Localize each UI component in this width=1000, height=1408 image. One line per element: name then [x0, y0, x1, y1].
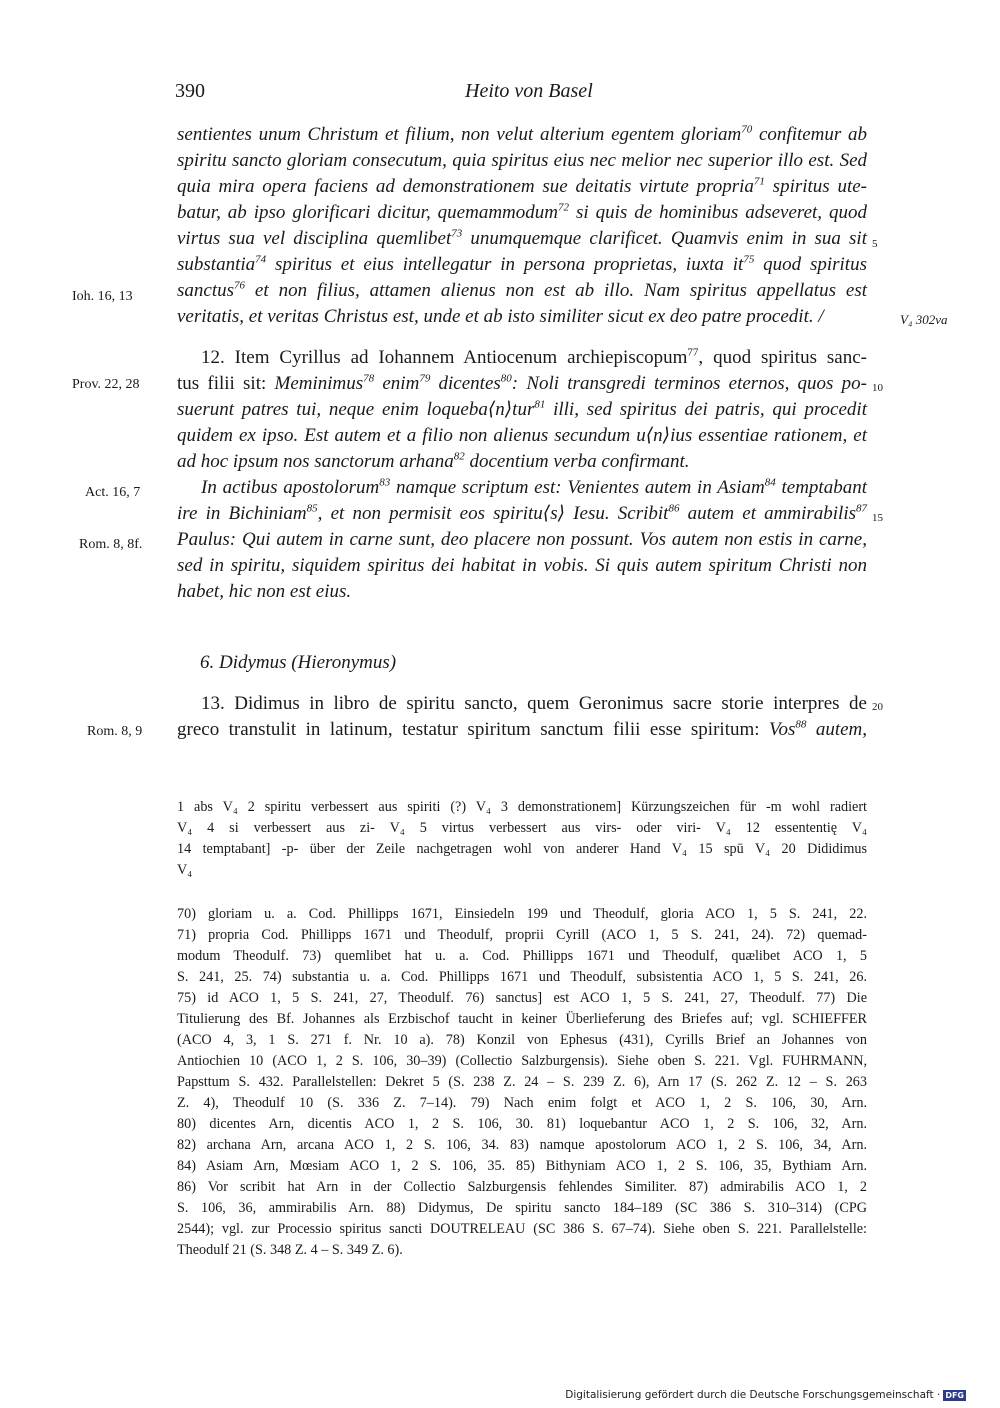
footnote-line: 82) archana Arn, arcana ACO 1, 2 S. 106, 34. 83) namque apostolorum ACO 1, 2 S. 106, 34, Arn. [177, 1137, 867, 1153]
line-number: 15 [872, 512, 883, 524]
page-number: 390 [175, 80, 205, 102]
dfg-logo: DFG [945, 1391, 964, 1400]
footnote-line: 84) Asiam Arn, Mœsiam ACO 1, 2 S. 106, 35. 85) Bithyniam ACO 1, 2 S. 106, 35, Bythiam Arn. [177, 1158, 867, 1174]
text-line: virtus sua vel disciplina quemlibet$^{73}$ unumquemque clarificet. Quamvis enim in sua sit [177, 227, 867, 249]
text-line: batur, ab ipso glorificari dicitur, quemammodum$^{72}$ si quis de hominibus adseveret, quod [177, 201, 868, 223]
footnote-line: Theodulf 21 (S. 348 Z. 4 – S. 349 Z. 6). [177, 1242, 403, 1258]
text-line: 12. Item Cyrillus ad Iohannem Antiocenum archiepiscopum$^{77}$, quod spiritus sanc- [201, 346, 867, 368]
footnote-line: Titulierung des Bf. Johannes als Erzbischof taucht in keiner Überlieferung des Briefes auf; vgl. SCHIEFFER [177, 1011, 867, 1027]
margin-reference: Act. 16, 7 [85, 485, 141, 500]
text-line: quia mira opera faciens ad demonstrationem sue deitatis virtute propria$^{71}$ spiritus ute- [177, 175, 868, 197]
footnote-line: (ACO 4, 3, 1 S. 271 f. Nr. 10 a). 78) Konzil von Ephesus (431), Cyrills Brief an Johannes von [177, 1032, 867, 1048]
footnote-line: Z. 4), Theodulf 10 (S. 336 Z. 7–14). 79) Nach enim folgt et ACO 1, 2 S. 106, 30, Arn. [177, 1095, 867, 1111]
margin-reference: Rom. 8, 9 [87, 724, 143, 739]
text-line: In actibus apostolorum$^{83}$ namque scriptum est: Venientes autem in Asiam$^{84}$ temptabant [201, 476, 867, 498]
text-line: Paulus: Qui autem in carne sunt, deo placere non possunt. Vos autem non estis in carne, [177, 529, 867, 550]
line-number: 5 [872, 238, 878, 250]
margin-reference: Prov. 22, 28 [72, 377, 140, 392]
text-line: habet, hic non est eius. [177, 581, 352, 602]
margin-reference: Ioh. 16, 13 [72, 289, 133, 304]
text-line: suerunt patres tui, neque enim loqueba⟨n⟩tur$^{81}$ illi, sed spiritus dei patris, qui procedit [177, 398, 867, 420]
text-line: ire in Bichiniam$^{85}$, et non permisit eos spiritu⟨s⟩ Iesu. Scribit$^{86}$ autem et ammirabilis$^{87}$ [177, 502, 868, 524]
footnote-line: 86) Vor scribit hat Arn in der Collectio Salzburgensis fehlendes Similiter. 87) admirabilis ACO 1, 2 [177, 1179, 867, 1195]
running-title: Heito von Basel [465, 80, 593, 102]
footnote-line: 80) dicentes Arn, dicentis ACO 1, 2 S. 106, 30. 81) loquebantur ACO 1, 2 S. 106, 32, Arn. [177, 1116, 867, 1132]
text-line: sed in spiritu, siquidem spiritus dei habitat in vobis. Si quis autem spiritum Christi non [177, 555, 867, 576]
line-number: 10 [872, 382, 883, 394]
apparatus-line: V₄ [177, 862, 193, 878]
apparatus-line: 1 abs V₄ 2 spiritu verbessert aus spiriti (?) V₄ 3 demonstrationem] Kürzungszeichen für -m wohl radiert [177, 799, 867, 815]
text-line: substantia$^{74}$ spiritus et eius intellegatur in persona proprietas, iuxta $it^{75}$ quod spiritus [177, 253, 867, 275]
apparatus-line: 14 temptabant] -p- über der Zeile nachgetragen wohl von anderer Hand V₄ 15 spū V₄ 20 Dididimus [177, 841, 867, 857]
footnote-line: 70) gloriam u. a. Cod. Phillipps 1671, Einsiedeln 199 und Theodulf, gloria ACO 1, 5 S. 241, 22. [177, 906, 867, 922]
footnote-line: S. 106, 36, ammirabilis Arn. 88) Didymus, De spiritu sancto 184–189 (SC 386 S. 310–314) (CPG [177, 1200, 867, 1216]
folio-sigla: V₄ 302va [900, 312, 948, 327]
footnote-line: S. 241, 25. 74) substantia u. a. Cod. Phillipps 1671 und Theodulf, subsistentia ACO 1, 5 S. 241, 26. [177, 969, 867, 985]
text-line: sentientes unum Christum et filium, non velut alterium egentem gloriam$^{70}$ confitemur ab [177, 123, 867, 145]
footnote-line: 75) id ACO 1, 5 S. 241, 27, Theodulf. 76) sanctus] est ACO 1, 5 S. 241, 27, Theodulf. 77) Die [177, 990, 867, 1006]
funding-footer [565, 1389, 966, 1401]
footnote-line: Antiochien 10 (ACO 1, 2 S. 106, 30–39) (Collectio Salzburgensis). Siehe oben S. 221. Vgl. FUHRMANN, [177, 1053, 867, 1069]
text-line: quidem ex ipso. Est autem et a filio non alienus secundum u⟨n⟩ius essentiae rationem, et [177, 425, 867, 446]
text-line: veritatis, et veritas Christus est, unde et ab isto similiter sicut ex deo patre procedit. / [177, 306, 824, 327]
footnote-line: modum Theodulf. 73) quemlibet hat u. a. Cod. Phillipps 1671 und Theodulf, quælibet ACO 1, 5 [177, 948, 867, 964]
text-line: sanctus$^{76}$ et non filius, attamen alienus non est ab illo. Nam spiritus appellatus est [177, 279, 867, 301]
funding-text: Digitalisierung gefördert durch die Deutsche Forschungsgemeinschaft · [565, 1389, 941, 1401]
text-line: ad hoc ipsum nos sanctorum arhana$^{82}$ docentium verba confirmant. [177, 450, 690, 472]
section-heading: 6. Didymus (Hieronymus) [200, 652, 397, 673]
text-line: greco transtulit in latinum, testatur spiritum sanctum filii esse spiritum: Vos$^{88}$ autem, [177, 718, 868, 740]
footnote-line: 71) propria Cod. Phillipps 1671 und Theodulf, proprii Cyrill (ACO 1, 5 S. 241, 24). 72) quemad- [177, 927, 867, 943]
line-number: 20 [872, 701, 883, 713]
text-line: spiritu sancto gloriam consecutum, quia spiritus eius nec melior nec superior illo est. Sed [177, 150, 867, 171]
text-line: tus filii sit: Meminimus$^{78}$ enim$^{79}$ dicentes$^{80}$: Noli transgredi terminos eternos, quos po- [177, 372, 867, 394]
text-line: 13. Didimus in libro de spiritu sancto, quem Geronimus sacre storie interpres de [201, 693, 867, 714]
apparatus-line: V₄ 4 si verbessert aus zi- V₄ 5 virtus verbessert aus virs- oder viri- V₄ 12 essententię V₄ [177, 820, 867, 836]
footnote-line: Papsttum S. 432. Parallelstellen: Dekret 5 (S. 238 Z. 24 – S. 239 Z. 6), Arn 17 (S. 262 Z. 12 – S. 263 [177, 1074, 867, 1090]
footnote-line: 2544); vgl. zur Processio spiritus sancti DOUTRELEAU (SC 386 S. 67–74). Siehe oben S. 221. Parallelstelle: [177, 1221, 867, 1237]
margin-reference: Rom. 8, 8f. [79, 537, 143, 552]
